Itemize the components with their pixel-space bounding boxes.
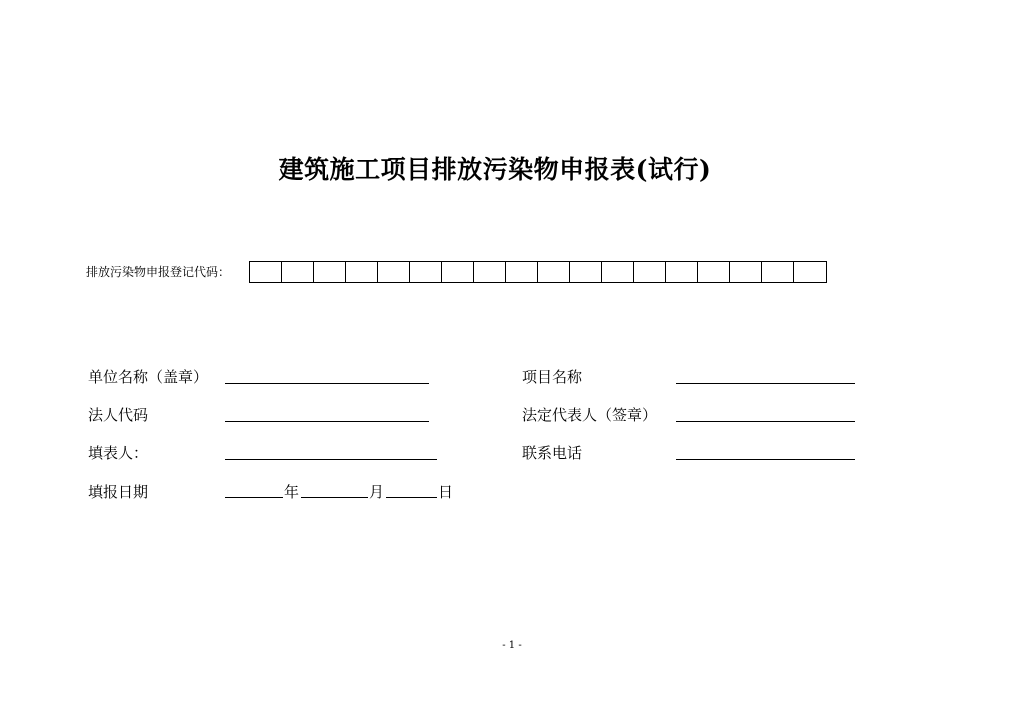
year-line[interactable] <box>225 497 283 498</box>
code-digit-box[interactable] <box>634 262 666 282</box>
form-title: 建筑施工项目排放污染物申报表(试行) <box>278 155 712 184</box>
fill-date-label: 填报日期 <box>88 483 149 501</box>
month-unit: 月 <box>369 483 385 501</box>
code-digit-box[interactable] <box>666 262 698 282</box>
project-name-label: 项目名称 <box>522 368 583 386</box>
legal-code-line[interactable] <box>225 421 429 422</box>
unit-name-label: 单位名称（盖章） <box>88 368 209 386</box>
legal-rep-line[interactable] <box>676 421 855 422</box>
phone-line[interactable] <box>676 459 855 460</box>
year-unit: 年 <box>284 483 300 501</box>
code-digit-box[interactable] <box>378 262 410 282</box>
month-line[interactable] <box>301 497 368 498</box>
code-digit-box[interactable] <box>506 262 538 282</box>
day-line[interactable] <box>386 497 437 498</box>
unit-name-line[interactable] <box>225 383 429 384</box>
registration-code-label: 排放污染物申报登记代码： <box>86 265 231 279</box>
code-digit-box[interactable] <box>282 262 314 282</box>
code-digit-box[interactable] <box>474 262 506 282</box>
legal-code-label: 法人代码 <box>88 406 149 424</box>
filler-line[interactable] <box>225 459 437 460</box>
page-number: - 1 - <box>502 640 522 651</box>
code-digit-box[interactable] <box>442 262 474 282</box>
phone-label: 联系电话 <box>522 444 583 462</box>
code-digit-box[interactable] <box>314 262 346 282</box>
code-digit-box[interactable] <box>410 262 442 282</box>
code-digit-box[interactable] <box>794 262 826 282</box>
project-name-line[interactable] <box>676 383 855 384</box>
registration-code-boxes <box>249 261 827 283</box>
code-digit-box[interactable] <box>346 262 378 282</box>
code-digit-box[interactable] <box>538 262 570 282</box>
filler-label: 填表人： <box>88 444 149 462</box>
legal-rep-label: 法定代表人（签章） <box>522 406 658 424</box>
code-digit-box[interactable] <box>762 262 794 282</box>
code-digit-box[interactable] <box>698 262 730 282</box>
code-digit-box[interactable] <box>602 262 634 282</box>
code-digit-box[interactable] <box>570 262 602 282</box>
code-digit-box[interactable] <box>250 262 282 282</box>
code-digit-box[interactable] <box>730 262 762 282</box>
day-unit: 日 <box>438 483 454 501</box>
